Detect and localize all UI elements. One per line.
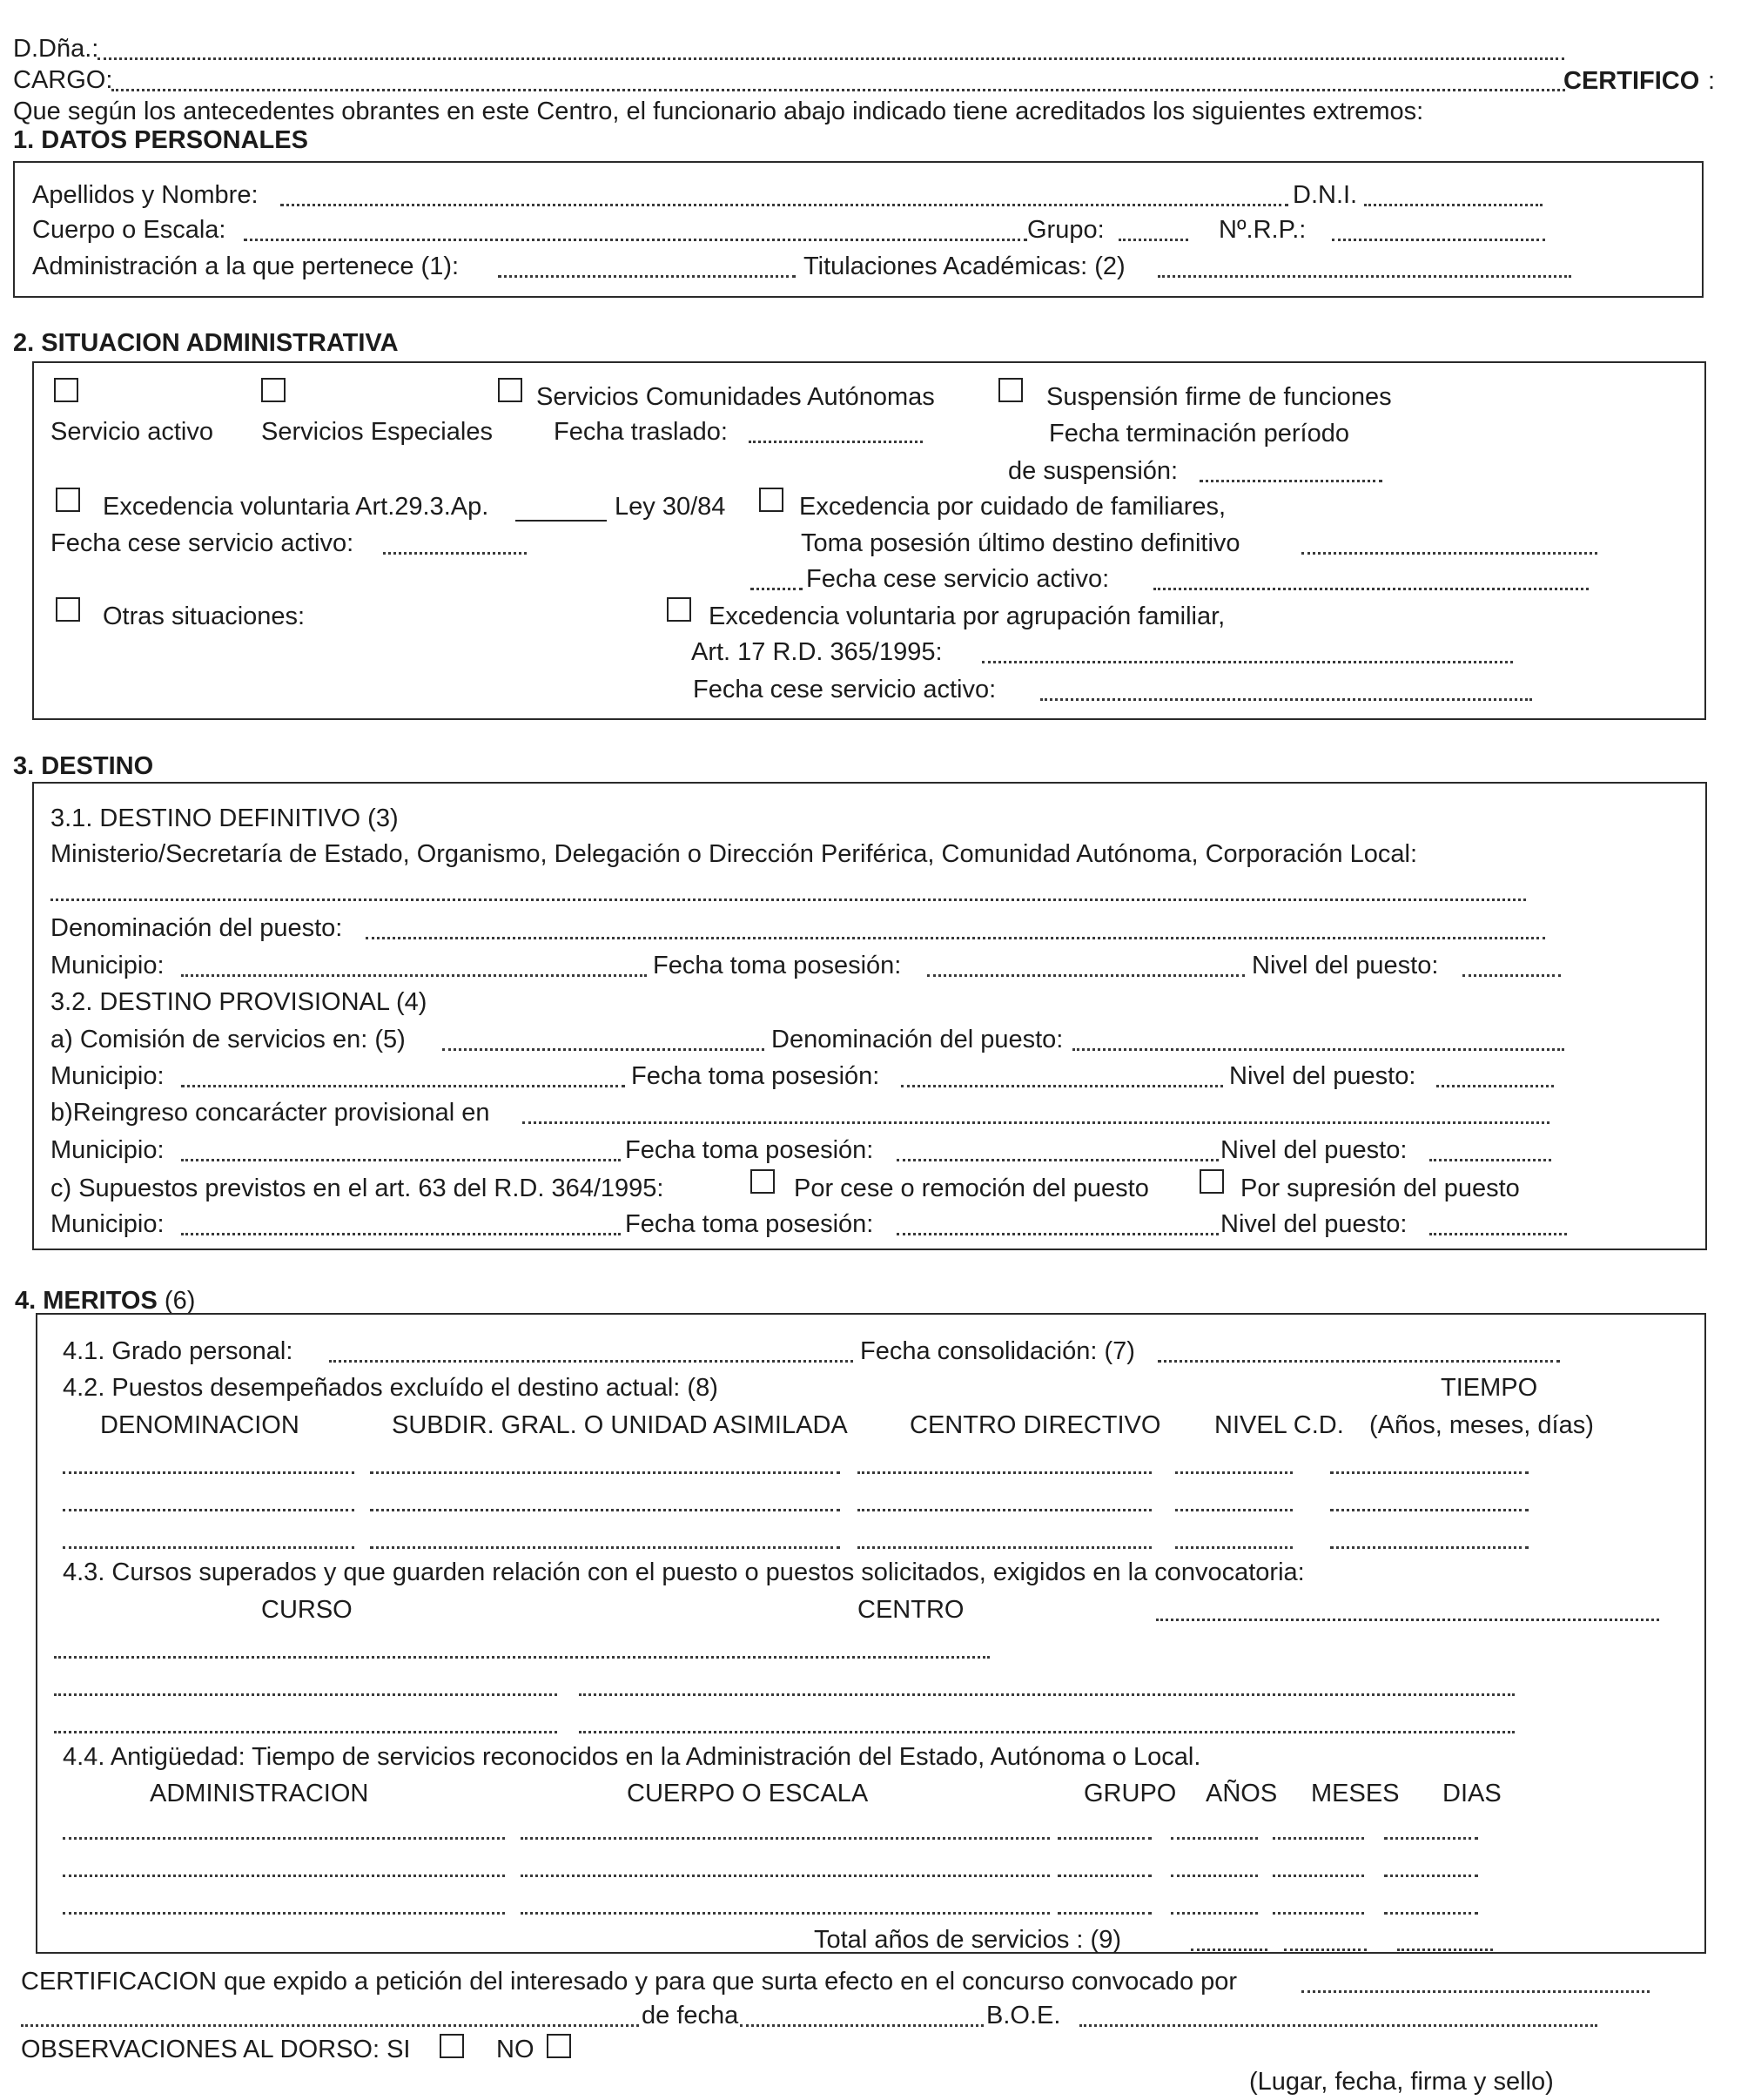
ant-administracion-field[interactable] bbox=[63, 1912, 505, 1915]
section-1-title: 1. DATOS PERSONALES bbox=[13, 126, 308, 154]
reingreso-field[interactable] bbox=[522, 1121, 1549, 1124]
fecha-cese-2-label: Fecha cese servicio activo: bbox=[806, 565, 1110, 593]
ant-meses-field[interactable] bbox=[1273, 1837, 1364, 1840]
de-fecha-field[interactable] bbox=[740, 2024, 984, 2027]
certificacion-text: CERTIFICACION que expido a petición del interesado y para que surta efecto en el concurso convocado por bbox=[21, 1968, 1238, 1996]
administracion-field[interactable] bbox=[498, 275, 796, 278]
reingreso-label: b)Reingreso concarácter provisional en bbox=[50, 1099, 490, 1127]
prov-c-fecha-toma-label: Fecha toma posesión: bbox=[625, 1210, 874, 1238]
servicios-especiales-checkbox[interactable] bbox=[261, 378, 286, 402]
servicio-activo-checkbox[interactable] bbox=[54, 378, 78, 402]
observaciones-label: OBSERVACIONES AL DORSO: SI bbox=[21, 2036, 411, 2063]
excedencia-cuidado-checkbox[interactable] bbox=[759, 488, 783, 512]
col-administracion: ADMINISTRACION bbox=[150, 1780, 369, 1807]
puesto-nivel-field[interactable] bbox=[1175, 1509, 1293, 1511]
curso-field[interactable] bbox=[54, 1731, 557, 1733]
curso-extra-field[interactable] bbox=[1156, 1619, 1659, 1621]
col-denominacion: DENOMINACION bbox=[100, 1411, 299, 1439]
comision-label: a) Comisión de servicios en: (5) bbox=[50, 1026, 406, 1053]
ant-meses-field[interactable] bbox=[1273, 1875, 1364, 1877]
col-anos: AÑOS bbox=[1206, 1780, 1278, 1807]
puesto-tiempo-field[interactable] bbox=[1330, 1546, 1529, 1549]
grupo-field[interactable] bbox=[1119, 239, 1188, 241]
prov-b-municipio-label: Municipio: bbox=[50, 1136, 165, 1164]
por-supresion-label: Por supresión del puesto bbox=[1240, 1175, 1520, 1202]
prov-a-fecha-toma-label: Fecha toma posesión: bbox=[631, 1062, 880, 1090]
curso-row-1-field[interactable] bbox=[54, 1656, 990, 1659]
excedencia-agrupacion-checkbox[interactable] bbox=[667, 597, 691, 622]
de-suspension-field[interactable] bbox=[1200, 480, 1382, 482]
def-fecha-toma-label: Fecha toma posesión: bbox=[653, 952, 902, 979]
col-subdireccion: SUBDIR. GRAL. O UNIDAD ASIMILADA bbox=[392, 1411, 848, 1439]
toma-posesion-field[interactable] bbox=[1301, 552, 1597, 555]
puesto-denominacion-field[interactable] bbox=[63, 1509, 354, 1511]
puesto-tiempo-field[interactable] bbox=[1330, 1471, 1529, 1474]
servicios-ccaa-label: Servicios Comunidades Autónomas bbox=[536, 383, 935, 411]
ley-label: Ley 30/84 bbox=[615, 493, 726, 521]
puesto-subdireccion-field[interactable] bbox=[370, 1471, 840, 1474]
servicio-activo-label: Servicio activo bbox=[50, 418, 213, 446]
art17-field[interactable] bbox=[982, 661, 1513, 663]
prov-b-fecha-toma-field[interactable] bbox=[897, 1159, 1219, 1161]
excedencia-voluntaria-checkbox[interactable] bbox=[56, 488, 80, 512]
denominacion-label: Denominación del puesto: bbox=[50, 914, 343, 942]
grupo-label: Grupo: bbox=[1027, 216, 1105, 244]
puesto-centro-field[interactable] bbox=[857, 1471, 1152, 1474]
section-2-title: 2. SITUACION ADMINISTRATIVA bbox=[13, 329, 399, 357]
section-4-title bbox=[15, 1289, 195, 1314]
dni-field[interactable] bbox=[1364, 204, 1543, 206]
def-nivel-field[interactable] bbox=[1462, 974, 1561, 977]
puesto-denominacion-field[interactable] bbox=[63, 1471, 354, 1474]
ant-anos-field[interactable] bbox=[1171, 1837, 1258, 1840]
curso-field[interactable] bbox=[54, 1693, 557, 1696]
prov-a-nivel-field[interactable] bbox=[1436, 1085, 1554, 1087]
col-grupo: GRUPO bbox=[1084, 1780, 1177, 1807]
observaciones-no-checkbox[interactable] bbox=[547, 2034, 571, 2058]
apellidos-label: Apellidos y Nombre: bbox=[32, 181, 259, 209]
puesto-subdireccion-field[interactable] bbox=[370, 1509, 840, 1511]
ant-anos-field[interactable] bbox=[1171, 1912, 1258, 1915]
fecha-cese-3-field[interactable] bbox=[1040, 698, 1532, 701]
prov-c-fecha-toma-field[interactable] bbox=[897, 1233, 1219, 1235]
titulaciones-field[interactable] bbox=[1158, 275, 1571, 278]
def-nivel-label: Nivel del puesto: bbox=[1252, 952, 1439, 979]
comision-denominacion-label: Denominación del puesto: bbox=[771, 1026, 1064, 1053]
dni-label: D.N.I. bbox=[1293, 181, 1358, 209]
ant-grupo-field[interactable] bbox=[1058, 1875, 1152, 1877]
col-nivel-cd: NIVEL C.D. bbox=[1214, 1411, 1344, 1439]
puesto-denominacion-field[interactable] bbox=[63, 1546, 354, 1549]
servicios-ccaa-checkbox[interactable] bbox=[498, 378, 522, 402]
fecha-traslado-field[interactable] bbox=[749, 441, 923, 443]
fecha-traslado-label: Fecha traslado: bbox=[554, 418, 728, 446]
por-cese-label: Por cese o remoción del puesto bbox=[794, 1175, 1149, 1202]
puesto-centro-field[interactable] bbox=[857, 1546, 1152, 1549]
ant-cuerpo-field[interactable] bbox=[521, 1875, 1050, 1877]
cargo-label: CARGO: bbox=[13, 66, 113, 94]
puesto-subdireccion-field[interactable] bbox=[370, 1546, 840, 1549]
cursos-label: 4.3. Cursos superados y que guarden relación con el puesto o puestos solicitados, exigidos en la convocatoria: bbox=[63, 1558, 1305, 1586]
col-centro-directivo: CENTRO DIRECTIVO bbox=[910, 1411, 1161, 1439]
section-3-title: 3. DESTINO bbox=[13, 752, 154, 780]
prov-c-municipio-label: Municipio: bbox=[50, 1210, 165, 1238]
col-dias: DIAS bbox=[1442, 1780, 1502, 1807]
total-meses-field[interactable] bbox=[1284, 1949, 1367, 1951]
prov-b-fecha-toma-label: Fecha toma posesión: bbox=[625, 1136, 874, 1164]
def-fecha-toma-field[interactable] bbox=[927, 974, 1245, 977]
puesto-nivel-field[interactable] bbox=[1175, 1546, 1293, 1549]
suspension-label: Suspensión firme de funciones bbox=[1046, 383, 1392, 411]
def-municipio-field[interactable] bbox=[181, 974, 647, 977]
ddna-label: D.Dña.: bbox=[13, 35, 99, 63]
otras-situaciones-checkbox[interactable] bbox=[56, 597, 80, 622]
total-dias-field[interactable] bbox=[1397, 1949, 1493, 1951]
ministerio-field[interactable] bbox=[50, 899, 1526, 901]
nrp-label: Nº.R.P.: bbox=[1219, 216, 1307, 244]
excedencia-apartado-field[interactable] bbox=[515, 520, 607, 522]
meritos-box bbox=[36, 1313, 1706, 1954]
prov-c-municipio-field[interactable] bbox=[181, 1233, 621, 1235]
prov-a-nivel-label: Nivel del puesto: bbox=[1229, 1062, 1416, 1090]
prov-a-municipio-field[interactable] bbox=[181, 1085, 625, 1087]
ministerio-label: Ministerio/Secretaría de Estado, Organismo, Delegación o Dirección Periférica, Comunidad Autónoma, Corporación Local: bbox=[50, 840, 1418, 868]
por-cese-checkbox[interactable] bbox=[750, 1169, 775, 1194]
col-meses: MESES bbox=[1311, 1780, 1400, 1807]
destino-provisional-heading: 3.2. DESTINO PROVISIONAL (4) bbox=[50, 988, 427, 1016]
col-centro: CENTRO bbox=[857, 1596, 965, 1624]
titulaciones-label: Titulaciones Académicas: (2) bbox=[803, 252, 1126, 280]
cuerpo-field[interactable] bbox=[244, 239, 1027, 241]
section-4-title-note: (6) bbox=[164, 1287, 196, 1315]
firma-label: (Lugar, fecha, firma y sello) bbox=[1249, 2068, 1554, 2096]
ant-administracion-field[interactable] bbox=[63, 1875, 505, 1877]
fecha-cese-2-prefix bbox=[750, 588, 803, 590]
supuestos-label: c) Supuestos previstos en el art. 63 del R.D. 364/1995: bbox=[50, 1175, 664, 1202]
ant-administracion-field[interactable] bbox=[63, 1837, 505, 1840]
concurso-field-2[interactable] bbox=[21, 2024, 639, 2027]
grado-field[interactable] bbox=[329, 1360, 853, 1363]
observaciones-no-label: NO bbox=[496, 2036, 534, 2063]
servicios-especiales-label: Servicios Especiales bbox=[261, 418, 493, 446]
tiempo-header: TIEMPO bbox=[1441, 1374, 1538, 1402]
prov-b-nivel-label: Nivel del puesto: bbox=[1220, 1136, 1408, 1164]
toma-posesion-label: Toma posesión último destino definitivo bbox=[801, 529, 1240, 557]
ant-cuerpo-field[interactable] bbox=[521, 1912, 1050, 1915]
prov-b-municipio-field[interactable] bbox=[181, 1159, 621, 1161]
fecha-cese-1-field[interactable] bbox=[383, 552, 527, 555]
ant-dias-field[interactable] bbox=[1384, 1837, 1478, 1840]
concurso-field[interactable] bbox=[1301, 1990, 1650, 1993]
boe-field[interactable] bbox=[1079, 2024, 1597, 2027]
ddna-field[interactable] bbox=[97, 57, 1564, 60]
col-cuerpo-escala: CUERPO O ESCALA bbox=[627, 1780, 869, 1807]
fecha-terminacion-label: Fecha terminación período bbox=[1049, 420, 1349, 448]
fecha-cese-1-label: Fecha cese servicio activo: bbox=[50, 529, 354, 557]
excedencia-agrupacion-label: Excedencia voluntaria por agrupación familiar, bbox=[709, 602, 1226, 630]
grado-label: 4.1. Grado personal: bbox=[63, 1337, 293, 1365]
ant-grupo-field[interactable] bbox=[1058, 1912, 1152, 1915]
prov-c-nivel-label: Nivel del puesto: bbox=[1220, 1210, 1408, 1238]
comision-field[interactable] bbox=[442, 1048, 764, 1051]
col-curso: CURSO bbox=[261, 1596, 353, 1624]
por-supresion-checkbox[interactable] bbox=[1200, 1169, 1224, 1194]
fecha-consolidacion-field[interactable] bbox=[1158, 1360, 1560, 1363]
certifico-label: CERTIFICO bbox=[1563, 67, 1700, 95]
section-4-title-text: 4. MERITOS bbox=[15, 1287, 158, 1315]
destino-definitivo-heading: 3.1. DESTINO DEFINITIVO (3) bbox=[50, 804, 399, 832]
antiguedad-label: 4.4. Antigüedad: Tiempo de servicios reconocidos en la Administración del Estado, Autónoma o Local. bbox=[63, 1743, 1201, 1771]
fecha-cese-2-field[interactable] bbox=[1153, 588, 1589, 590]
curso-centro-field[interactable] bbox=[579, 1693, 1515, 1696]
intro-text: Que según los antecedentes obrantes en este Centro, el funcionario abajo indicado tiene acreditados los siguientes extremos: bbox=[13, 98, 1424, 125]
certifico-colon: : bbox=[1708, 67, 1716, 95]
ant-dias-field[interactable] bbox=[1384, 1912, 1478, 1915]
def-municipio-label: Municipio: bbox=[50, 952, 165, 979]
prov-b-nivel-field[interactable] bbox=[1429, 1159, 1551, 1161]
suspension-checkbox[interactable] bbox=[998, 378, 1023, 402]
prov-a-municipio-label: Municipio: bbox=[50, 1062, 165, 1090]
ant-dias-field[interactable] bbox=[1384, 1875, 1478, 1877]
total-anos-label: Total años de servicios : (9) bbox=[814, 1926, 1121, 1954]
col-tiempo: (Años, meses, días) bbox=[1369, 1411, 1594, 1439]
prov-a-fecha-toma-field[interactable] bbox=[901, 1085, 1223, 1087]
comision-denominacion-field[interactable] bbox=[1072, 1048, 1564, 1051]
puesto-centro-field[interactable] bbox=[857, 1509, 1152, 1511]
apellidos-field[interactable] bbox=[280, 204, 1288, 206]
puesto-nivel-field[interactable] bbox=[1175, 1471, 1293, 1474]
cuerpo-label: Cuerpo o Escala: bbox=[32, 216, 226, 244]
nrp-field[interactable] bbox=[1332, 239, 1545, 241]
prov-c-nivel-field[interactable] bbox=[1429, 1233, 1567, 1235]
puestos-label: 4.2. Puestos desempeñados excluído el destino actual: (8) bbox=[63, 1374, 718, 1402]
ant-anos-field[interactable] bbox=[1171, 1875, 1258, 1877]
excedencia-voluntaria-label: Excedencia voluntaria Art.29.3.Ap. bbox=[103, 493, 489, 521]
administracion-label: Administración a la que pertenece (1): bbox=[32, 252, 460, 280]
de-fecha-label: de fecha bbox=[642, 2002, 739, 2029]
otras-situaciones-label: Otras situaciones: bbox=[103, 602, 306, 630]
denominacion-field[interactable] bbox=[366, 937, 1545, 939]
ant-grupo-field[interactable] bbox=[1058, 1837, 1152, 1840]
ant-meses-field[interactable] bbox=[1273, 1912, 1364, 1915]
art17-label: Art. 17 R.D. 365/1995: bbox=[691, 638, 943, 666]
curso-centro-field[interactable] bbox=[579, 1731, 1515, 1733]
boe-label: B.O.E. bbox=[986, 2002, 1061, 2029]
ant-cuerpo-field[interactable] bbox=[521, 1837, 1050, 1840]
cargo-field[interactable] bbox=[111, 89, 1565, 91]
de-suspension-label: de suspensión: bbox=[1008, 457, 1179, 485]
total-anos-field[interactable] bbox=[1191, 1949, 1267, 1951]
fecha-cese-3-label: Fecha cese servicio activo: bbox=[693, 676, 997, 703]
observaciones-si-checkbox[interactable] bbox=[440, 2034, 464, 2058]
excedencia-cuidado-label: Excedencia por cuidado de familiares, bbox=[799, 493, 1227, 521]
fecha-consolidacion-label: Fecha consolidación: (7) bbox=[860, 1337, 1135, 1365]
puesto-tiempo-field[interactable] bbox=[1330, 1509, 1529, 1511]
